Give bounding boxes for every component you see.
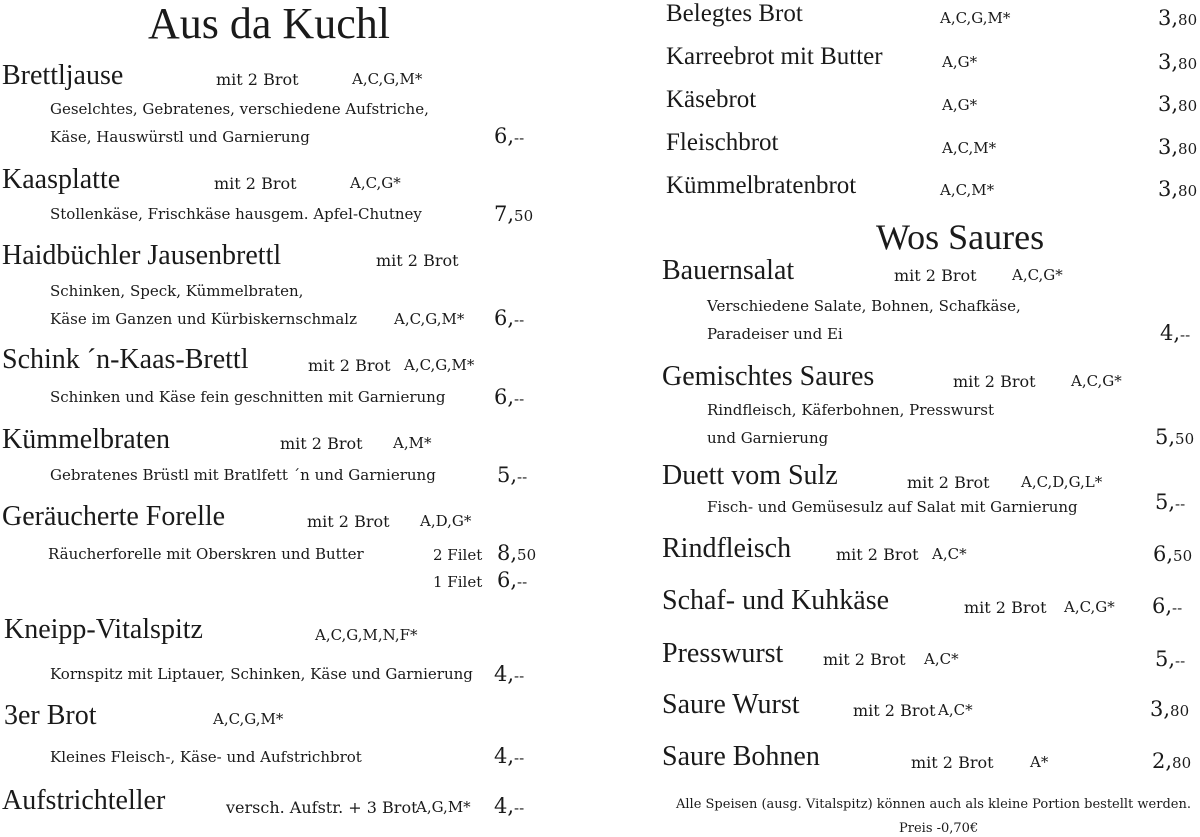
bread-note: mit 2 Brot	[823, 650, 906, 669]
price: 5,50	[1155, 425, 1195, 449]
allergen-codes: A,C,G,M*	[404, 356, 475, 374]
allergen-codes: A,C,G*	[1064, 598, 1115, 616]
bread-note: mit 2 Brot	[376, 251, 459, 270]
footnote-small-portion: Alle Speisen (ausg. Vitalspitz) können auch als kleine Portion bestellt werden.	[676, 797, 1191, 812]
dish-description: Paradeiser und Ei	[707, 325, 843, 343]
price: 4,--	[494, 662, 525, 686]
allergen-codes: A,G*	[942, 96, 978, 114]
price: 6,--	[1152, 594, 1183, 618]
bread-note: mit 2 Brot	[853, 701, 936, 720]
price: 6,50	[1153, 542, 1193, 566]
bread-note: mit 2 Brot	[953, 372, 1036, 391]
dish-name: Saure Wurst	[662, 689, 800, 720]
bread-name: Belegtes Brot	[666, 0, 803, 27]
dish-name: Brettljause	[2, 60, 124, 91]
dish-description: Schinken, Speck, Kümmelbraten,	[50, 282, 304, 300]
allergen-codes: A,C,G*	[1012, 266, 1063, 284]
price: 8,50	[497, 541, 537, 565]
allergen-codes: A,C,M*	[942, 139, 997, 157]
dish-name: Kneipp-Vitalspitz	[4, 614, 203, 645]
price: 6,--	[497, 568, 528, 592]
bread-note: mit 2 Brot	[308, 356, 391, 375]
dish-name: Presswurst	[662, 638, 784, 669]
dish-name: Schaf- und Kuhkäse	[662, 585, 890, 616]
dish-description: Kornspitz mit Liptauer, Schinken, Käse und Garnierung	[50, 665, 473, 683]
dish-name: Saure Bohnen	[662, 741, 820, 772]
price: 3,80	[1158, 6, 1198, 30]
allergen-codes: A,C*	[932, 545, 967, 563]
price: 7,50	[494, 202, 534, 226]
dish-name: Kümmelbraten	[2, 424, 170, 455]
price: 3,80	[1150, 697, 1190, 721]
dish-name: Geräucherte Forelle	[2, 501, 226, 532]
portion-label: 2 Filet	[433, 546, 483, 564]
price: 3,80	[1158, 177, 1198, 201]
price: 3,80	[1158, 50, 1198, 74]
price: 5,--	[497, 463, 528, 487]
bread-name: Karreebrot mit Butter	[666, 43, 883, 70]
bread-note: mit 2 Brot	[836, 545, 919, 564]
bread-name: Kümmelbratenbrot	[666, 172, 857, 199]
bread-note: mit 2 Brot	[216, 70, 299, 89]
allergen-codes: A,C,G*	[350, 174, 401, 192]
price: 2,80	[1152, 749, 1192, 773]
allergen-codes: A,C,G,M*	[394, 310, 465, 328]
bread-name: Käsebrot	[666, 86, 757, 113]
price: 4,--	[494, 744, 525, 768]
price: 5,--	[1155, 647, 1186, 671]
allergen-codes: A,C*	[938, 701, 973, 719]
price: 4,--	[1160, 321, 1191, 345]
price: 3,80	[1158, 92, 1198, 116]
dish-name: 3er Brot	[4, 700, 97, 731]
price: 4,--	[494, 794, 525, 818]
bread-note: mit 2 Brot	[280, 434, 363, 453]
dish-description: Geselchtes, Gebratenes, verschiedene Aufstriche,	[50, 100, 429, 118]
allergen-codes: A,C,D,G,L*	[1021, 473, 1103, 491]
allergen-codes: A*	[1030, 753, 1049, 771]
dish-description: Räucherforelle mit Oberskren und Butter	[48, 545, 364, 563]
allergen-codes: A,C,G,M*	[213, 710, 284, 728]
bread-note: mit 2 Brot	[907, 473, 990, 492]
allergen-codes: A,C,G*	[1071, 372, 1122, 390]
portion-label: 1 Filet	[433, 573, 483, 591]
bread-note: mit 2 Brot	[214, 174, 297, 193]
allergen-codes: A,C,G,M*	[352, 70, 423, 88]
bread-note: mit 2 Brot	[964, 598, 1047, 617]
dish-name: Schink ´n-Kaas-Brettl	[2, 344, 249, 375]
allergen-codes: A,C,M*	[940, 181, 995, 199]
dish-description: Kleines Fleisch-, Käse- und Aufstrichbrot	[50, 748, 362, 766]
dish-description: Käse im Ganzen und Kürbiskernschmalz	[50, 310, 357, 328]
dish-name: Duett vom Sulz	[662, 460, 838, 491]
footnote-price-reduction: Preis -0,70€	[899, 821, 979, 836]
price: 6,--	[494, 306, 525, 330]
price: 5,--	[1155, 490, 1186, 514]
price: 6,--	[494, 124, 525, 148]
allergen-codes: A,C,G,M*	[940, 9, 1011, 27]
allergen-codes: A,G*	[942, 53, 978, 71]
bread-note: mit 2 Brot	[307, 512, 390, 531]
dish-name: Gemischtes Saures	[662, 361, 875, 392]
dish-description: Käse, Hauswürstl und Garnierung	[50, 128, 310, 146]
price: 3,80	[1158, 135, 1198, 159]
dish-description: und Garnierung	[707, 429, 829, 447]
allergen-codes: A,M*	[393, 434, 432, 452]
dish-name: Bauernsalat	[662, 255, 795, 286]
section-title-aus-da-kuchl: Aus da Kuchl	[148, 0, 390, 48]
dish-description: Fisch- und Gemüsesulz auf Salat mit Garnierung	[707, 498, 1078, 516]
allergen-codes: A,G,M*	[416, 798, 471, 816]
allergen-codes: A,D,G*	[420, 512, 472, 530]
dish-name: Kaasplatte	[2, 164, 121, 195]
bread-name: Fleischbrot	[666, 129, 779, 156]
allergen-codes: A,C*	[924, 650, 959, 668]
section-title-wos-saures: Wos Saures	[876, 217, 1045, 257]
dish-description: Rindfleisch, Käferbohnen, Presswurst	[707, 401, 995, 419]
dish-description: Stollenkäse, Frischkäse hausgem. Apfel-Chutney	[50, 205, 422, 223]
allergen-codes: A,C,G,M,N,F*	[315, 626, 418, 644]
dish-description: Verschiedene Salate, Bohnen, Schafkäse,	[707, 297, 1021, 315]
dish-name: Haidbüchler Jausenbrettl	[2, 240, 282, 271]
dish-name: Aufstrichteller	[2, 785, 166, 816]
bread-note: versch. Aufstr. + 3 Brot	[226, 798, 418, 817]
dish-description: Gebratenes Brüstl mit Bratlfett ´n und Garnierung	[50, 466, 436, 484]
bread-note: mit 2 Brot	[911, 753, 994, 772]
dish-description: Schinken und Käse fein geschnitten mit Garnierung	[50, 388, 446, 406]
bread-note: mit 2 Brot	[894, 266, 977, 285]
dish-name: Rindfleisch	[662, 533, 792, 564]
price: 6,--	[494, 385, 525, 409]
